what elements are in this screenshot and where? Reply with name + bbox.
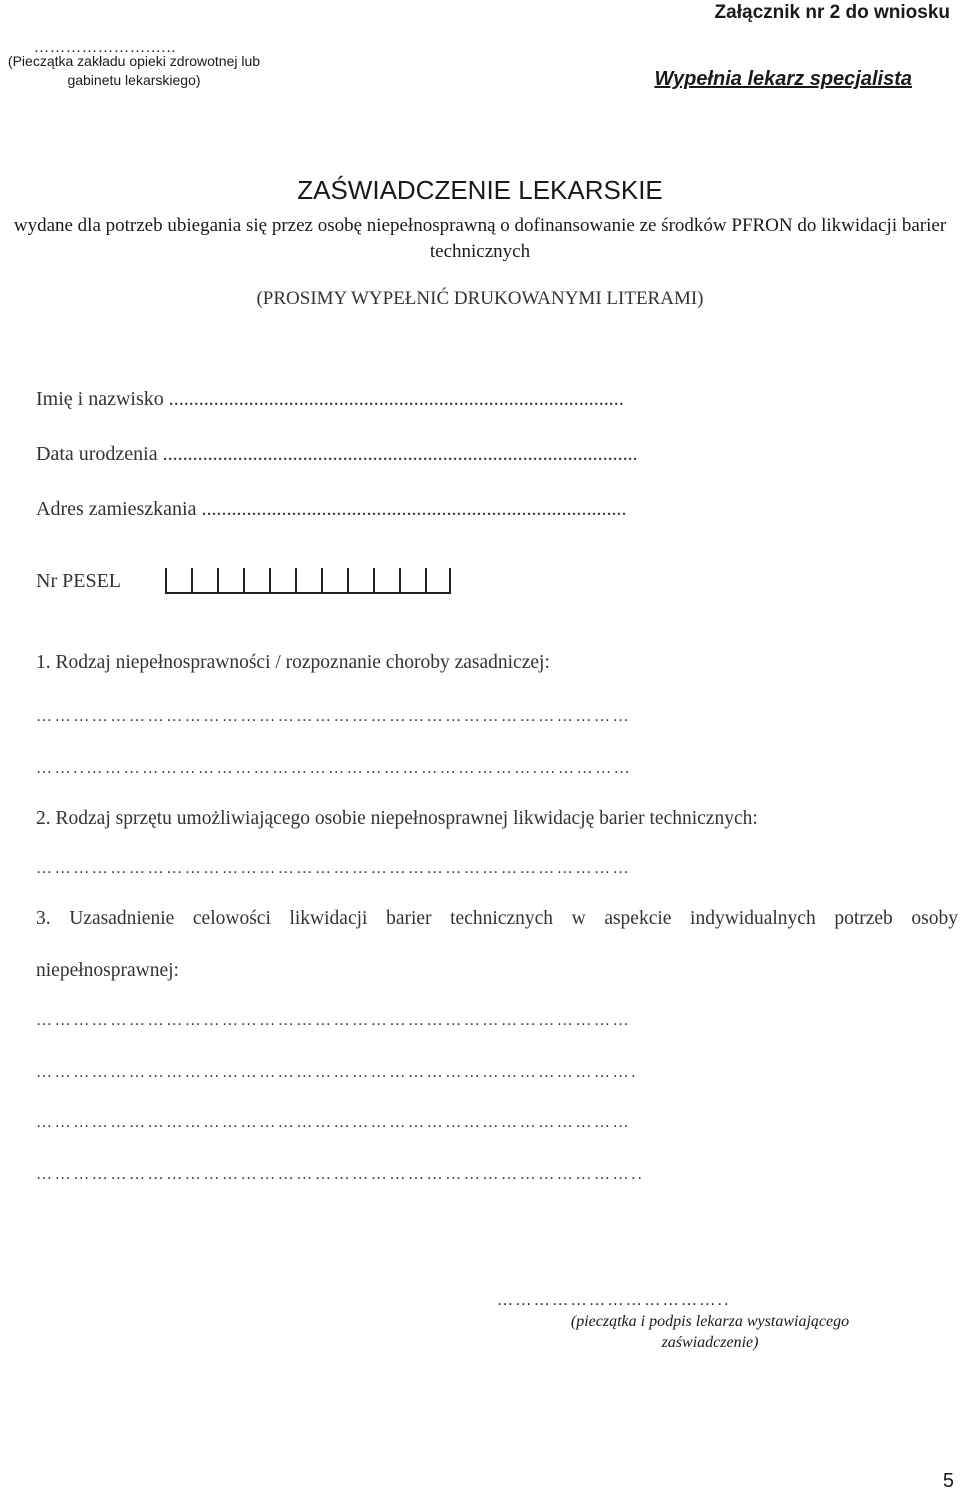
document-title: ZAŚWIADCZENIE LEKARSKIE xyxy=(297,175,663,205)
section-3-line[interactable]: …………………………………………………………………………………….. xyxy=(36,1166,645,1183)
address-field[interactable]: Adres zamieszkania ..................................................................................... xyxy=(36,498,627,520)
pesel-digit-box[interactable] xyxy=(243,568,269,594)
section-3-line[interactable]: …………………………………………………………………………………… xyxy=(36,1012,632,1029)
stamp-dotted-line: ………………….….. xyxy=(34,40,177,56)
pesel-digit-box[interactable] xyxy=(425,568,451,594)
filled-by-note: Wypełnia lekarz specjalista xyxy=(654,68,912,90)
pesel-digit-box[interactable] xyxy=(217,568,243,594)
section-3-heading: 3. Uzasadnienie celowości likwidacji barier technicznych w aspekcie indywidualnych potrzeb osoby xyxy=(36,908,958,929)
section-2-heading: 2. Rodzaj sprzętu umożliwiającego osobie niepełnosprawnej likwidację barier technicznych: xyxy=(36,808,758,829)
pesel-digit-box[interactable] xyxy=(399,568,425,594)
attachment-label: Załącznik nr 2 do wniosku xyxy=(714,2,950,23)
page-number: 5 xyxy=(942,1470,954,1492)
name-field[interactable]: Imię i nazwisko ........................................................................................... xyxy=(36,388,624,410)
section-3-line[interactable]: …………………………………………………………………………………… xyxy=(36,1114,632,1131)
pesel-digit-box[interactable] xyxy=(373,568,399,594)
section-1-line[interactable]: …………………………………………………………………………………… xyxy=(36,708,632,725)
pesel-digit-box[interactable] xyxy=(347,568,373,594)
document-subtitle: wydane dla potrzeb ubiegania się przez osobę niepełnosprawną o dofinansowanie ze środków PFRON do likwidacji barier technicznych xyxy=(13,215,947,262)
fill-instruction: (PROSIMY WYPEŁNIĆ DRUKOWANYMI LITERAMI) xyxy=(256,288,704,309)
section-2-line[interactable]: …………………………………………………………………………………… xyxy=(36,860,632,877)
stamp-label: (Pieczątka zakładu opieki zdrowotnej lub gabinetu lekarskiego) xyxy=(7,53,261,88)
pesel-digit-box[interactable] xyxy=(295,568,321,594)
section-3-heading-continued: niepełnosprawnej: xyxy=(36,960,179,981)
section-1-line[interactable]: ……..……………………………………………………………….…………… xyxy=(36,760,633,777)
pesel-boxes[interactable] xyxy=(165,568,451,594)
section-3-line[interactable]: ……………………………………………………………………………………. xyxy=(36,1064,638,1081)
pesel-digit-box[interactable] xyxy=(269,568,295,594)
pesel-digit-box[interactable] xyxy=(321,568,347,594)
section-1-heading: 1. Rodzaj niepełnosprawności / rozpoznanie choroby zasadniczej: xyxy=(36,652,550,673)
pesel-digit-box[interactable] xyxy=(191,568,217,594)
pesel-label: Nr PESEL xyxy=(36,570,121,592)
pesel-digit-box[interactable] xyxy=(165,568,191,594)
signature-label: (pieczątka i podpis lekarza wystawiającego zaświadczenie) xyxy=(570,1313,850,1351)
signature-dotted-line[interactable]: ……………………………….. xyxy=(497,1292,731,1309)
birth-date-field[interactable]: Data urodzenia ............................................................................................... xyxy=(36,443,638,465)
